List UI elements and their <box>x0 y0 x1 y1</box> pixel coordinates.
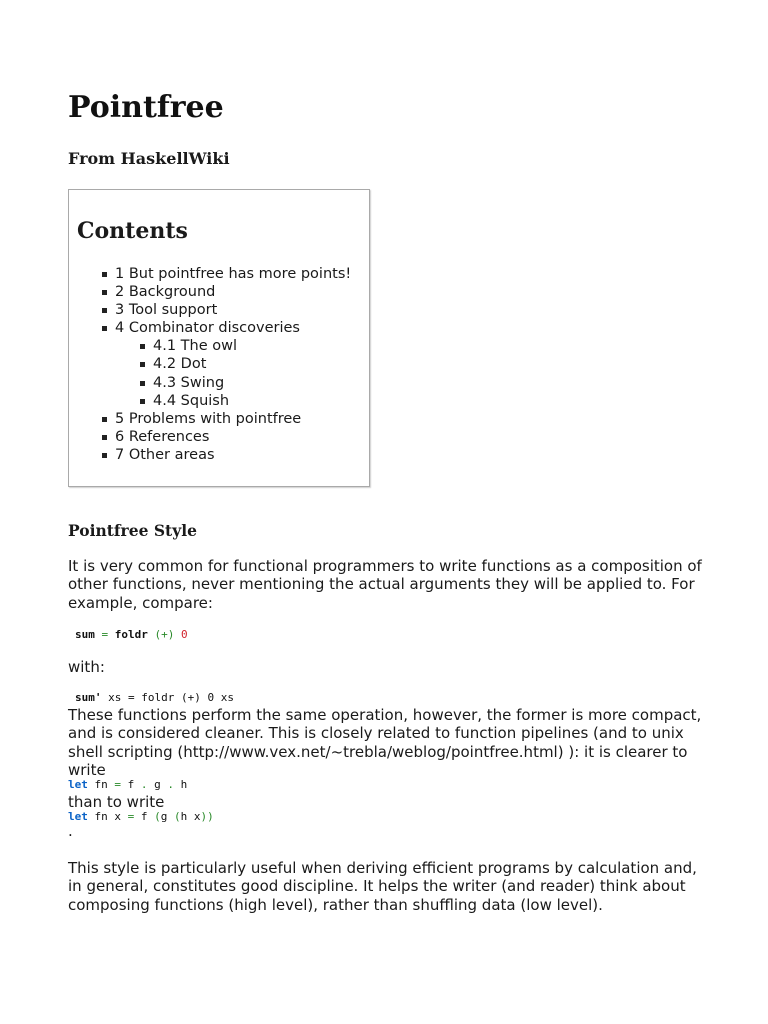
toc-heading: Contents <box>77 218 188 244</box>
code-token: g <box>147 778 168 791</box>
toc-link-combinator-discoveries[interactable]: 4 Combinator discoveries <box>69 319 351 337</box>
code-token: . <box>140 778 148 791</box>
period: . <box>68 822 73 840</box>
code-token: = <box>127 810 135 823</box>
code-block-sum-prime <box>75 690 234 706</box>
code-token: ( <box>174 810 181 823</box>
code-token: f <box>134 810 155 823</box>
toc-list <box>69 265 351 464</box>
code-token: let <box>68 810 88 823</box>
code-token <box>174 628 181 641</box>
toc-link-problems[interactable]: 5 Problems with pointfree <box>69 410 351 428</box>
code-token: xs = foldr (+) 0 xs <box>101 691 234 704</box>
intro-paragraph: It is very common for functional programmers to write functions as a composition of other functions, never mentioning the actual arguments they will be applied to. For example, compare: <box>68 557 702 612</box>
code-block-sum <box>75 627 188 643</box>
code-token: foldr <box>114 628 148 641</box>
code-token: sum <box>75 628 95 641</box>
page-subtitle: From HaskellWiki <box>68 149 230 168</box>
code-token: = <box>94 628 115 641</box>
code-token: )) <box>200 810 214 823</box>
toc-link-dot[interactable]: 4.2 Dot <box>69 355 351 373</box>
with-label: with: <box>68 658 105 676</box>
toc-link-background[interactable]: 2 Background <box>69 283 351 301</box>
code-token: ( <box>154 810 161 823</box>
toc-link-tool-support[interactable]: 3 Tool support <box>69 301 351 319</box>
code-token: (+) <box>154 628 175 641</box>
toc-link-but-pointfree[interactable]: 1 But pointfree has more points! <box>69 265 351 283</box>
code-token: fn <box>87 778 115 791</box>
toc-link-the-owl[interactable]: 4.1 The owl <box>69 337 351 355</box>
toc-link-squish[interactable]: 4.4 Squish <box>69 392 351 410</box>
code-token: g <box>160 810 174 823</box>
comparison-paragraph <box>68 706 708 779</box>
code-token: . <box>167 778 174 791</box>
code-token: h <box>174 778 188 791</box>
code-token: sum' <box>75 691 102 704</box>
code-token: f <box>121 778 141 791</box>
page-title: Pointfree <box>68 90 224 125</box>
toc-link-references[interactable]: 6 References <box>69 428 351 446</box>
code-token: = <box>114 778 121 791</box>
closing-paragraph: This style is particularly useful when deriving efficient programs by calculation and, in general, constitutes good discipline. It helps the writer (and reader) think about composing functions (high level), rather than shuffling data (low level). <box>68 859 697 914</box>
comparison-text: These functions perform the same operation, however, the former is more compact, and is considered cleaner. This is closely related to function pipelines (and to unix shell scripting (http://www.vex.net/~trebla/weblog/pointfree.html) ): it is clearer to write <box>68 706 702 779</box>
code-token: let <box>68 778 88 791</box>
toc-link-other-areas[interactable]: 7 Other areas <box>69 446 351 464</box>
section-heading: Pointfree Style <box>68 521 197 540</box>
table-of-contents <box>68 189 370 487</box>
toc-link-swing[interactable]: 4.3 Swing <box>69 374 351 392</box>
code-inline-pointfree <box>68 777 187 793</box>
than-label: than to write <box>68 793 165 811</box>
code-token <box>148 628 155 641</box>
code-token: h x <box>180 810 201 823</box>
code-token: 0 <box>181 628 188 641</box>
code-token: fn x <box>87 810 128 823</box>
